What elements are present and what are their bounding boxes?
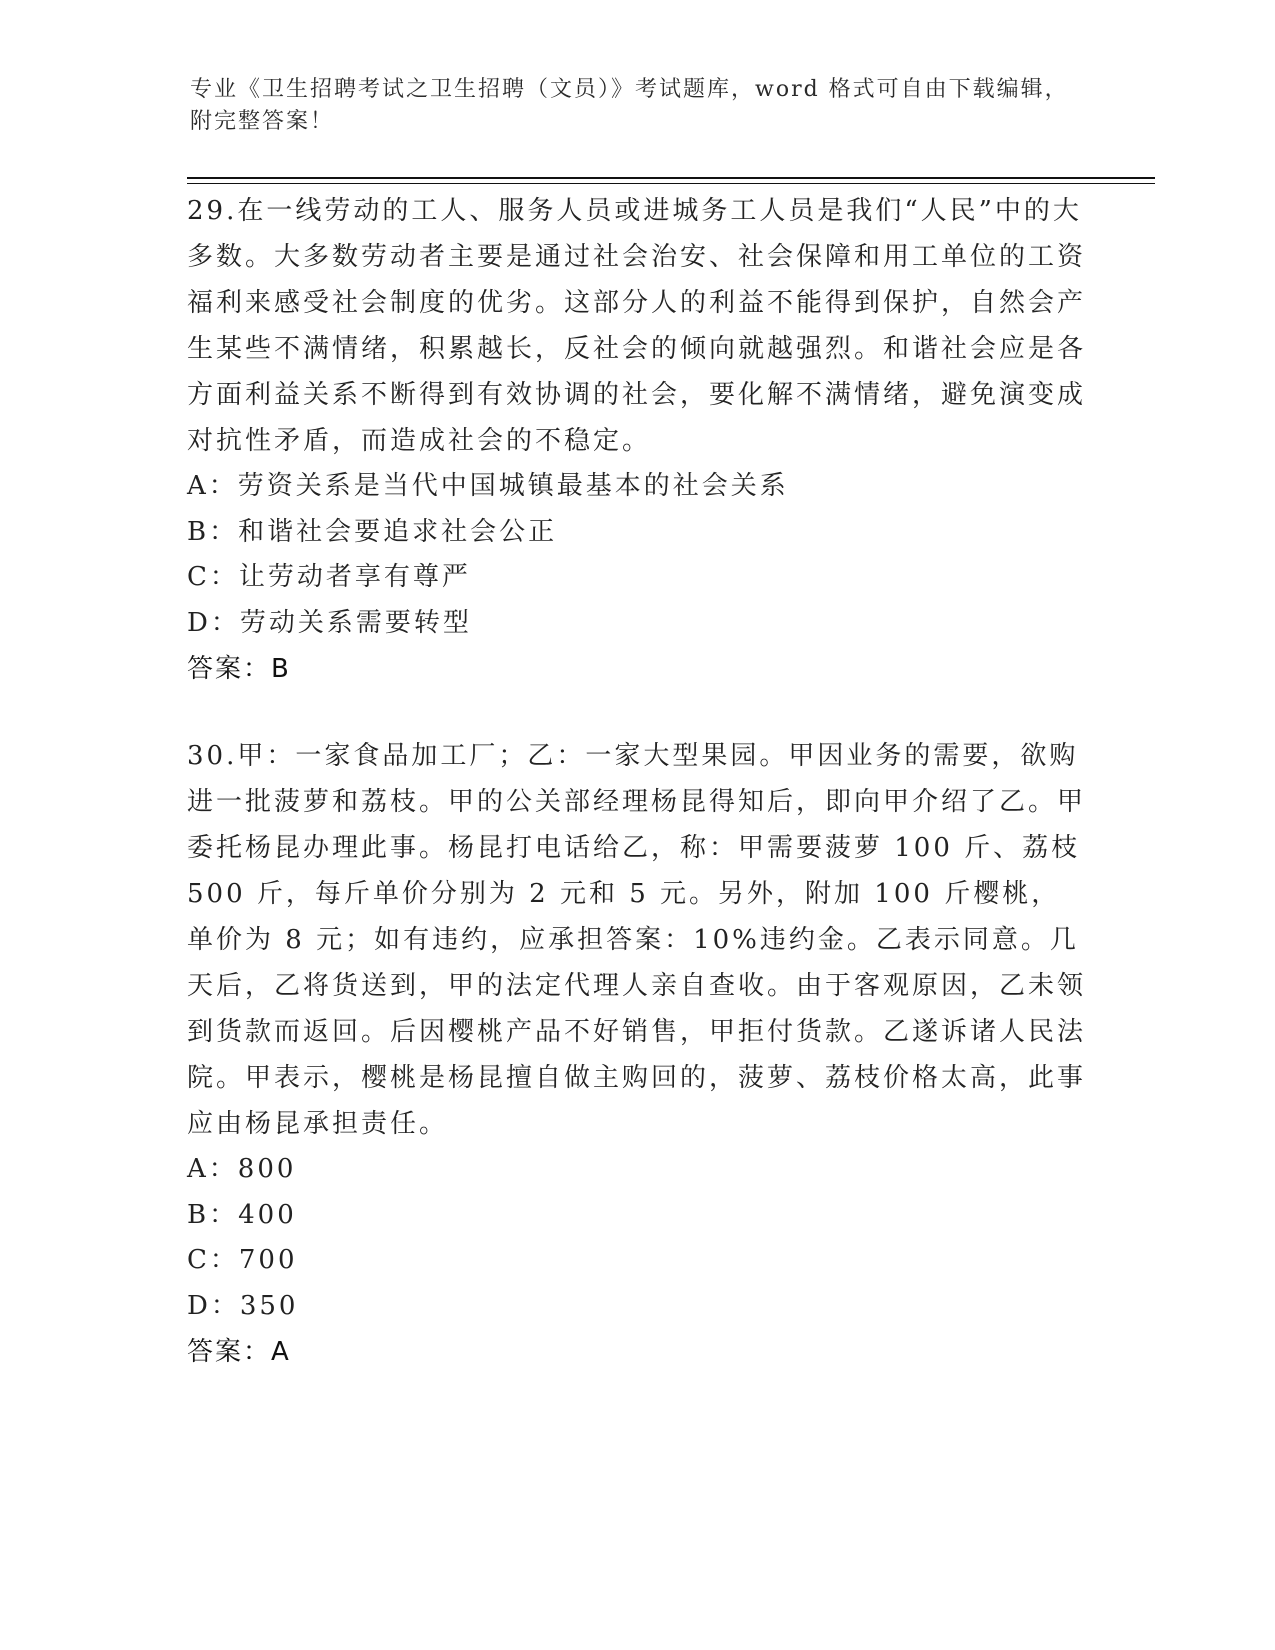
question-stem: 30.甲：一家食品加工厂；乙：一家大型果园。甲因业务的需要，欲购进一批菠萝和荔枝。甲的公关部经理杨昆得知后，即向甲介绍了乙。甲委托杨昆办理此事。杨昆打电话给乙，称：甲需要菠萝 100 斤、荔枝 500 斤，每斤单价分别为 2 元和 5 元。另外，附加 100 斤樱桃，单价为 8 元；如有违约，应承担答案：10%违约金。乙表示同意。几天后，乙将货送到，甲的法定代理人亲自查收。由于客观原因，乙未领到货款而返回。后因樱桃产品不好销售，甲拒付货款。乙遂诉诸人民法院。甲表示，樱桃是杨昆擅自做主购回的，菠萝、荔枝价格太高，此事应由杨昆承担责任。 bbox=[187, 741, 1087, 1139]
option-c: C：让劳动者享有尊严 bbox=[187, 562, 471, 592]
page-header: 专业《卫生招聘考试之卫生招聘（文员）》考试题库，word 格式可自由下载编辑，附完整答案！ bbox=[190, 77, 1069, 134]
header-divider-thin bbox=[187, 183, 1155, 184]
question-30 bbox=[187, 733, 1087, 1375]
header-divider-thick bbox=[187, 177, 1155, 179]
question-29 bbox=[187, 188, 1087, 692]
option-d: D：350 bbox=[187, 1290, 299, 1321]
option-c: C：700 bbox=[187, 1245, 298, 1275]
answer-line: 答案：B bbox=[187, 654, 291, 684]
question-stem: 29.在一线劳动的工人、服务人员或进城务工人员是我们“人民”中的大多数。大多数劳动者主要是通过社会治安、社会保障和用工单位的工资福利来感受社会制度的优劣。这部分人的利益不能得到保护，自然会产生某些不满情绪，积累越长，反社会的倾向就越强烈。和谐社会应是各方面利益关系不断得到有效协调的社会，要化解不满情绪，避免演变成对抗性矛盾，而造成社会的不稳定。 bbox=[187, 196, 1087, 456]
option-b: B：400 bbox=[187, 1199, 297, 1230]
option-a: A：劳资关系是当代中国城镇最基本的社会关系 bbox=[187, 471, 789, 501]
option-a: A：800 bbox=[187, 1154, 297, 1184]
option-b: B：和谐社会要追求社会公正 bbox=[187, 516, 558, 547]
option-d: D：劳动关系需要转型 bbox=[187, 607, 472, 638]
answer-line: 答案：A bbox=[187, 1337, 291, 1367]
